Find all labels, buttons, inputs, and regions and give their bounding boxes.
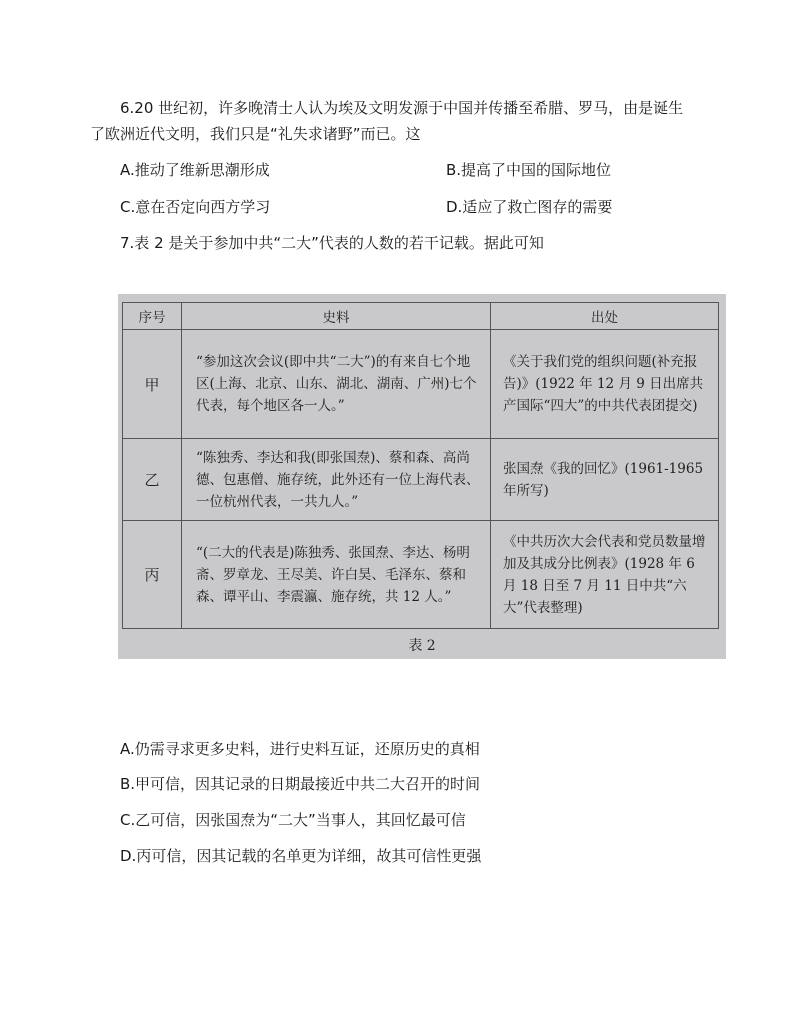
row-seq: 丙 [123,521,182,629]
row-origin: 《中共历次大会代表和党员数量增加及其成分比例表》(1928 年 6 月 18 日至 7 月 11 日中共“六大”代表整理) [491,521,719,629]
table-row [123,439,719,521]
table-header-row [123,303,719,330]
question-7-option-b: B.甲可信，因其记录的日期最接近中共二大召开的时间 [120,775,481,793]
row-source: “参加这次会议(即中共“二大”)的有来自七个地区(上海、北京、山东、湖北、湖南、广州)七个代表，每个地区各一人。” [182,330,491,439]
question-6-option-b: B.提高了中国的国际地位 [446,161,612,179]
question-6-stem-line-1: 6.20 世纪初，许多晚清士人认为埃及文明发源于中国并传播至希腊、罗马，由是诞生 [120,99,684,117]
question-7-option-c: C.乙可信，因张国焘为“二大”当事人，其回忆最可信 [120,811,466,829]
historical-records-table [122,302,719,629]
header-source: 史料 [182,303,491,330]
question-6-option-d: D.适应了救亡图存的需要 [446,198,613,216]
row-origin: 《关于我们党的组织问题(补充报告)》(1922 年 12 月 9 日出席共产国际“四大”的中共代表团提交) [491,330,719,439]
question-7-stem: 7.表 2 是关于参加中共“二大”代表的人数的若干记载。据此可知 [120,234,544,252]
table-caption: 表 2 [408,638,436,654]
row-seq: 甲 [123,330,182,439]
row-source: “陈独秀、李达和我(即张国焘)、蔡和森、高尚德、包惠僧、施存统，此外还有一位上海代表、一位杭州代表，一共九人。” [182,439,491,521]
table-row [123,330,719,439]
question-6-stem-line-2: 了欧洲近代文明，我们只是“礼失求诸野”而已。这 [90,125,421,143]
table-photo [118,294,726,659]
question-6-option-c: C.意在否定向西方学习 [120,198,271,216]
question-6-option-a: A.推动了维新思潮形成 [120,161,270,179]
table-row [123,521,719,629]
row-origin: 张国焘《我的回忆》(1961-1965 年所写) [491,439,719,521]
question-7-option-d: D.丙可信，因其记载的名单更为详细，故其可信性更强 [120,847,482,865]
row-source: “(二大的代表是)陈独秀、张国焘、李达、杨明斋、罗章龙、王尽美、许白昊、毛泽东、蔡和森、谭平山、李震瀛、施存统，共 12 人。” [182,521,491,629]
row-seq: 乙 [123,439,182,521]
question-7-option-a: A.仍需寻求更多史料，进行史料互证，还原历史的真相 [120,740,480,758]
header-seq: 序号 [123,303,182,330]
header-origin: 出处 [491,303,719,330]
